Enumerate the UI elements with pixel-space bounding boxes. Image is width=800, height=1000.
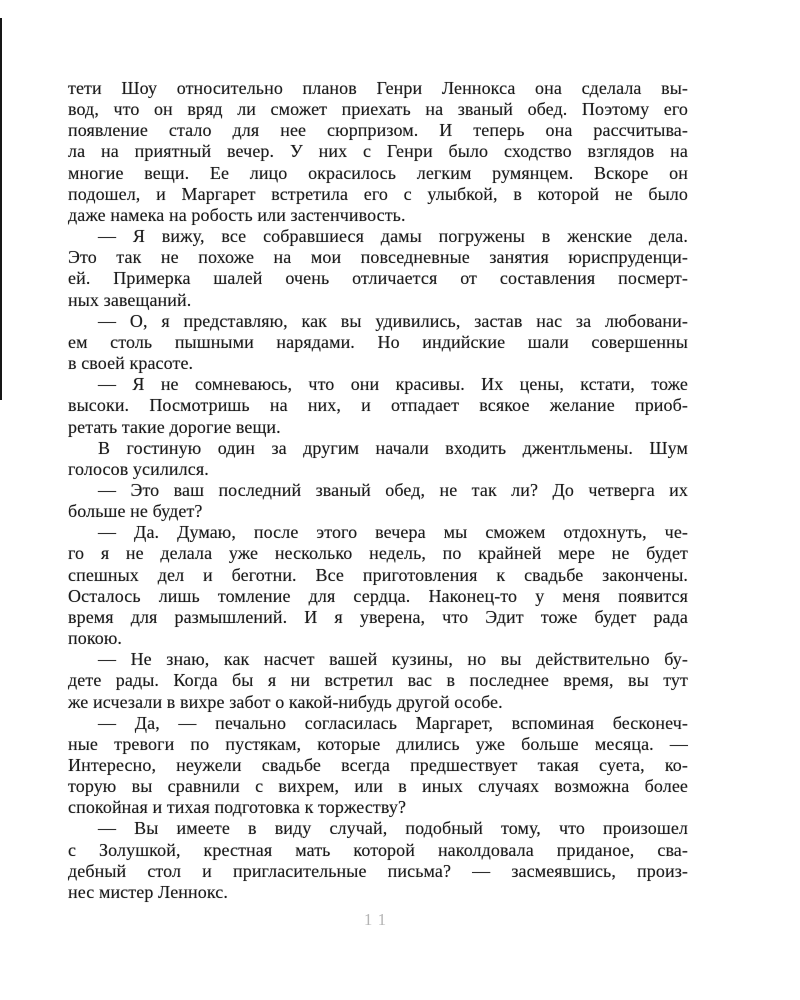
text-line: — О, я представляю, как вы удивились, застав нас за любовани- [98, 310, 688, 331]
text-line: время для размышлений. И я уверена, что Эдит тоже будет рада [68, 606, 688, 627]
text-line: — Я не сомневаюсь, что они красивы. Их цены, кстати, тоже [98, 374, 688, 395]
page-number: 11 [363, 910, 393, 929]
text-line: — Вы имеете в виду случай, подобный тому, что произошел [98, 818, 688, 839]
text-line: — Да. Думаю, после этого вечера мы сможем отдохнуть, че- [98, 522, 688, 543]
text-line: — Не знаю, как насчет вашей кузины, но вы действительно бу- [98, 649, 688, 670]
text-line: — Да, — печально согласилась Маргарет, вспоминая бесконеч- [98, 712, 688, 733]
paragraph [68, 713, 688, 819]
text-line: многие вещи. Ее лицо окрасилось легким румянцем. Вскоре он [68, 162, 688, 183]
text-line: же исчезали в вихре забот о какой-нибудь другой особе. [68, 691, 503, 712]
text-line: ные тревоги по пустякам, которые длились уже больше месяца. — [68, 733, 688, 754]
text-line: спокойная и тихая подготовка к торжеству? [68, 797, 407, 818]
text-line: покою. [68, 628, 123, 649]
text-line: нес мистер Леннокс. [68, 881, 228, 902]
text-line: торую вы сравнили с вихрем, или в иных случаях возможна более [68, 776, 688, 797]
text-line: Осталось лишь томление для сердца. Наконец-то у меня появится [68, 585, 688, 606]
text-line: ретать такие дорогие вещи. [68, 416, 281, 437]
text-line: вод, что он вряд ли сможет приехать на званый обед. Поэтому его [68, 99, 688, 120]
paragraph [68, 649, 688, 712]
text-line: — Это ваш последний званый обед, не так ли? До четверга их [98, 479, 688, 500]
text-column [68, 78, 688, 903]
text-line: ей. Примерка шалей очень отличается от составления посмерт- [68, 268, 688, 289]
text-line: дебный стол и пригласительные письма? — засмеявшись, произ- [68, 860, 688, 881]
text-line: дете рады. Когда бы я ни встретил вас в последнее время, вы тут [68, 670, 688, 691]
text-line: с Золушкой, крестная мать которой наколдовала приданое, сва- [68, 839, 688, 860]
paragraph [68, 522, 688, 649]
paragraph [68, 226, 688, 311]
text-line: В гостиную один за другим начали входить джентльмены. Шум [98, 437, 688, 458]
text-line: спешных дел и беготни. Все приготовления к свадьбе закончены. [68, 564, 688, 585]
text-line: в своей красоте. [68, 353, 194, 374]
text-line: голосов усилился. [68, 458, 209, 479]
scan-edge-artifact [0, 18, 2, 400]
text-line: — Я вижу, все собравшиеся дамы погружены в женские дела. [98, 226, 688, 247]
text-line: ла на приятный вечер. У них с Генри было сходство взглядов на [68, 141, 688, 162]
paragraph [68, 78, 688, 226]
text-line: даже намека на робость или застенчивость. [68, 204, 406, 225]
text-line: ем столь пышными нарядами. Но индийские шали совершенны [68, 331, 688, 352]
text-line: тети Шоу относительно планов Генри Леннокса она сделала вы- [68, 78, 688, 98]
text-line: подошел, и Маргарет встретила его с улыбкой, в которой не было [68, 183, 688, 204]
text-line: Интересно, неужели свадьбе всегда предшествует такая суета, ко- [68, 755, 688, 775]
text-line: появление стало для нее сюрпризом. И теперь она рассчитыва- [68, 120, 688, 141]
text-line: го я не делала уже несколько недель, по крайней мере не будет [68, 543, 688, 564]
paragraph [68, 438, 688, 480]
paragraph [68, 818, 688, 903]
text-line: больше не будет? [68, 501, 203, 522]
paragraph [68, 374, 688, 437]
text-line: высоки. Посмотришь на них, и отпадает всякое желание приоб- [68, 395, 688, 416]
paragraph [68, 480, 688, 522]
paragraph [68, 311, 688, 374]
text-line: ных завещаний. [68, 289, 192, 310]
text-line: Это так не похоже на мои повседневные занятия юриспруденци- [68, 247, 688, 268]
